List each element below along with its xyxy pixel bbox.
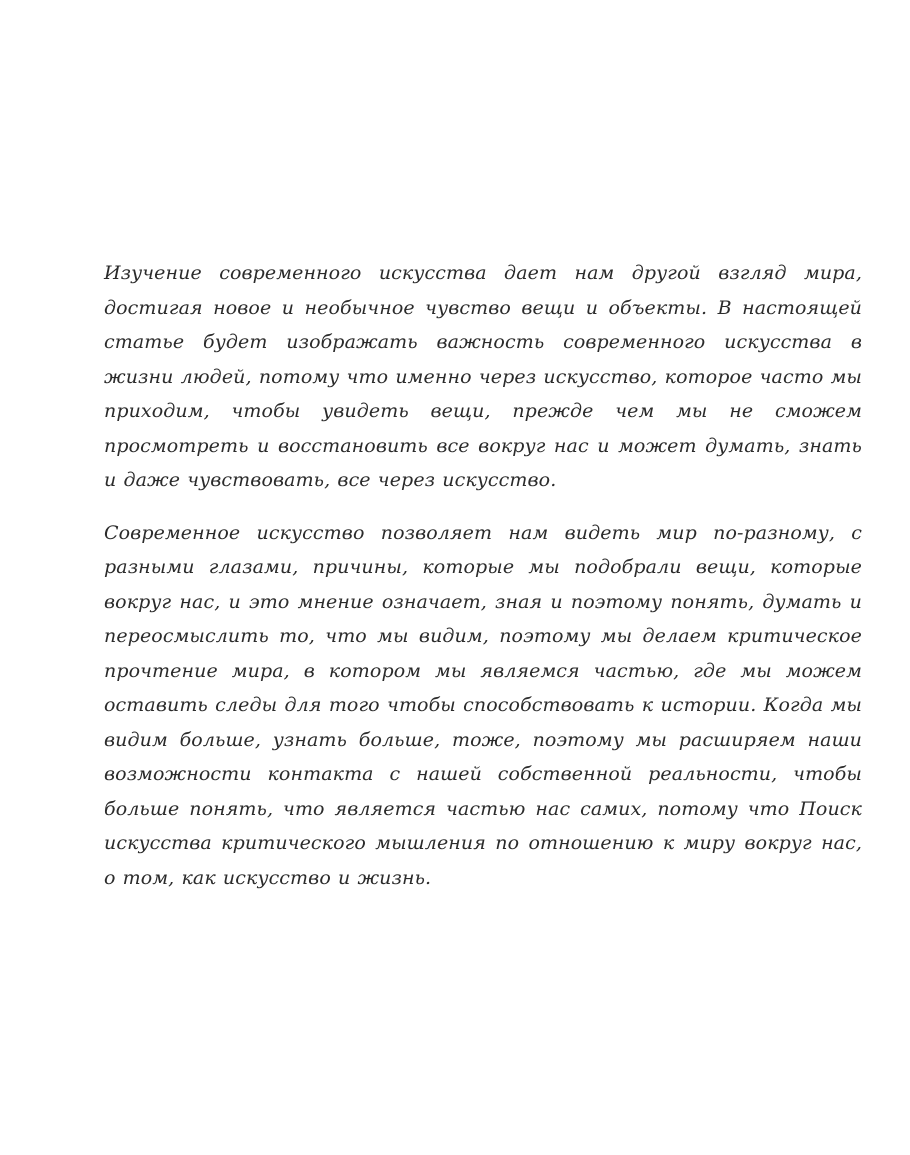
paragraph-2: Современное искусство позволяет нам видеть мир по-разному, с разными глазами, причины, которые мы подобрали вещи, которые вокруг нас, и это мнение означает, зная и поэтому понять, думать и переосмыслить то, что мы видим, поэтому мы делаем критическое прочтение мира, в котором мы являемся частью, где мы можем оставить следы для того чтобы способствовать к истории. Когда мы видим больше, узнать больше, тоже, поэтому мы расширяем наши возможности контакта с нашей собственной реальности, чтобы больше понять, что является частью нас самих, потому что Поиск искусства критического мышления по отношению к миру вокруг нас, о том, как искусство и жизнь. <box>104 521 862 889</box>
document-body <box>104 256 862 913</box>
paragraph-1: Изучение современного искусства дает нам другой взгляд мира, достигая новое и необычное чувство вещи и объекты. В настоящей статье будет изображать важность современного искусства в жизни людей, потому что именно через искусство, которое часто мы приходим, чтобы увидеть вещи, прежде чем мы не сможем просмотреть и восстановить все вокруг нас и может думать, знать и даже чувствовать, все через искусство. <box>104 262 862 491</box>
